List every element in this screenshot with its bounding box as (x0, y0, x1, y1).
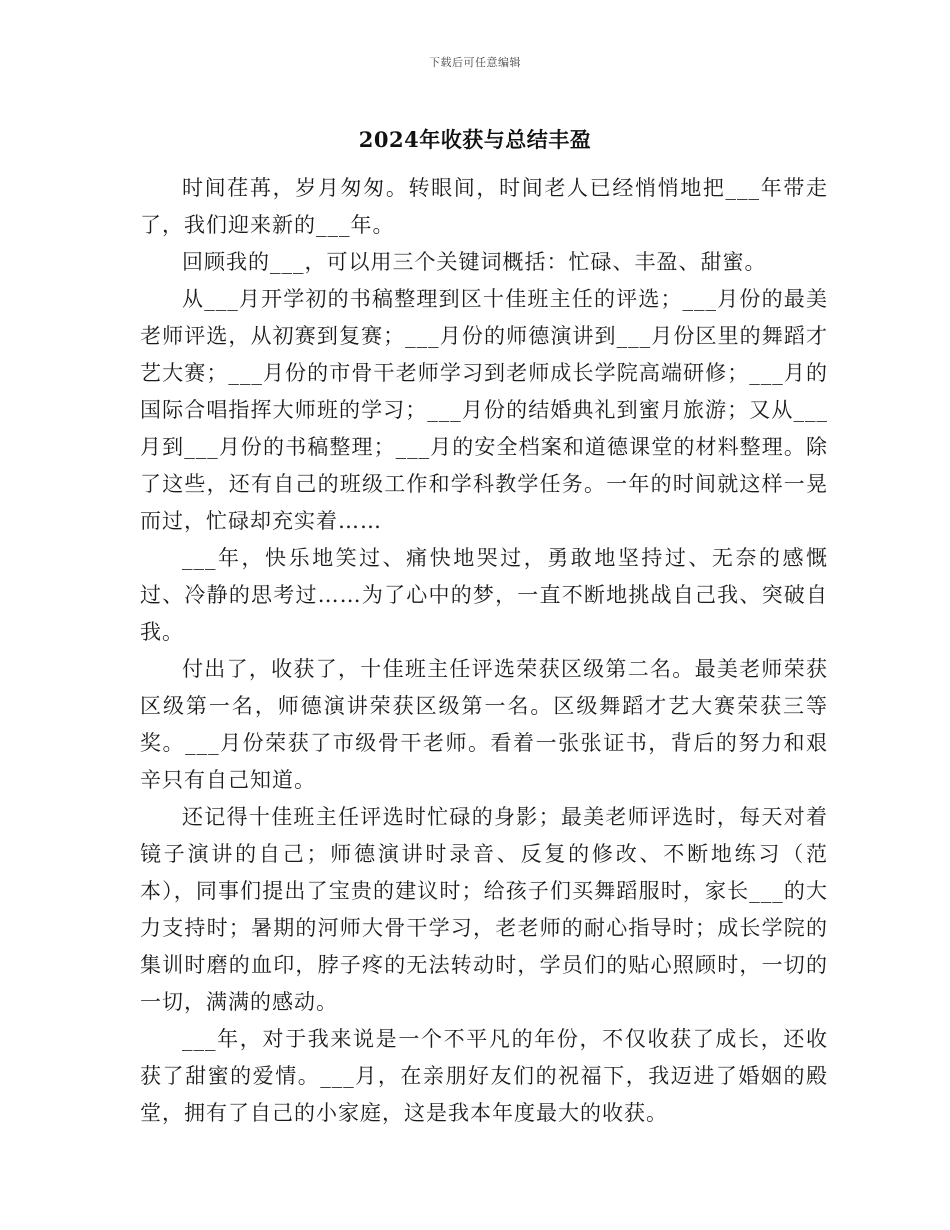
paragraph: 从___月开学初的书稿整理到区十佳班主任的评选；___月份的最美老师评选，从初赛到复赛；___月份的师德演讲到___月份区里的舞蹈才艺大赛；___月份的市骨干老师学习到老师成长学院高端研修；___月的国际合唱指挥大师班的学习；___月份的结婚典礼到蜜月旅游；又从___月到___月份的书稿整理；___月的安全档案和道德课堂的材料整理。除了这些，还有自己的班级工作和学科教学任务。一年的时间就这样一晃而过，忙碌却充实着…… (140, 287, 828, 533)
document-body (140, 170, 828, 1132)
paragraph: 回顾我的___，可以用三个关键词概括：忙碌、丰盈、甜蜜。 (182, 250, 767, 274)
paragraph: 时间荏苒，岁月匆匆。转眼间，时间老人已经悄悄地把___年带走了，我们迎来新的___年。 (140, 176, 828, 237)
document-title: 2024年收获与总结丰盈 (358, 127, 592, 152)
paragraph: 付出了，收获了，十佳班主任评选荣获区级第二名。最美老师荣获区级第一名，师德演讲荣获区级第一名。区级舞蹈才艺大赛荣获三等奖。___月份荣获了市级骨干老师。看着一张张证书，背后的努力和艰辛只有自己知道。 (140, 657, 828, 792)
paragraph: 还记得十佳班主任评选时忙碌的身影；最美老师评选时，每天对着镜子演讲的自己；师德演讲时录音、反复的修改、不断地练习（范本），同事们提出了宝贵的建议时；给孩子们买舞蹈服时，家长___的大力支持时；暑期的河师大骨干学习，老老师的耐心指导时；成长学院的集训时磨的血印，脖子疼的无法转动时，学员们的贴心照顾时，一切的一切，满满的感动。 (140, 805, 828, 1014)
header-note: 下载后可任意编辑 (429, 56, 521, 69)
paragraph: ___年，对于我来说是一个不平凡的年份，不仅收获了成长，还收获了甜蜜的爱情。___月，在亲朋好友们的祝福下，我迈进了婚姻的殿堂，拥有了自己的小家庭，这是我本年度最大的收获。 (140, 1027, 828, 1125)
paragraph: ___年，快乐地笑过、痛快地哭过，勇敢地坚持过、无奈的感慨过、冷静的思考过……为了心中的梦，一直不断地挑战自己我、突破自我。 (140, 546, 828, 644)
